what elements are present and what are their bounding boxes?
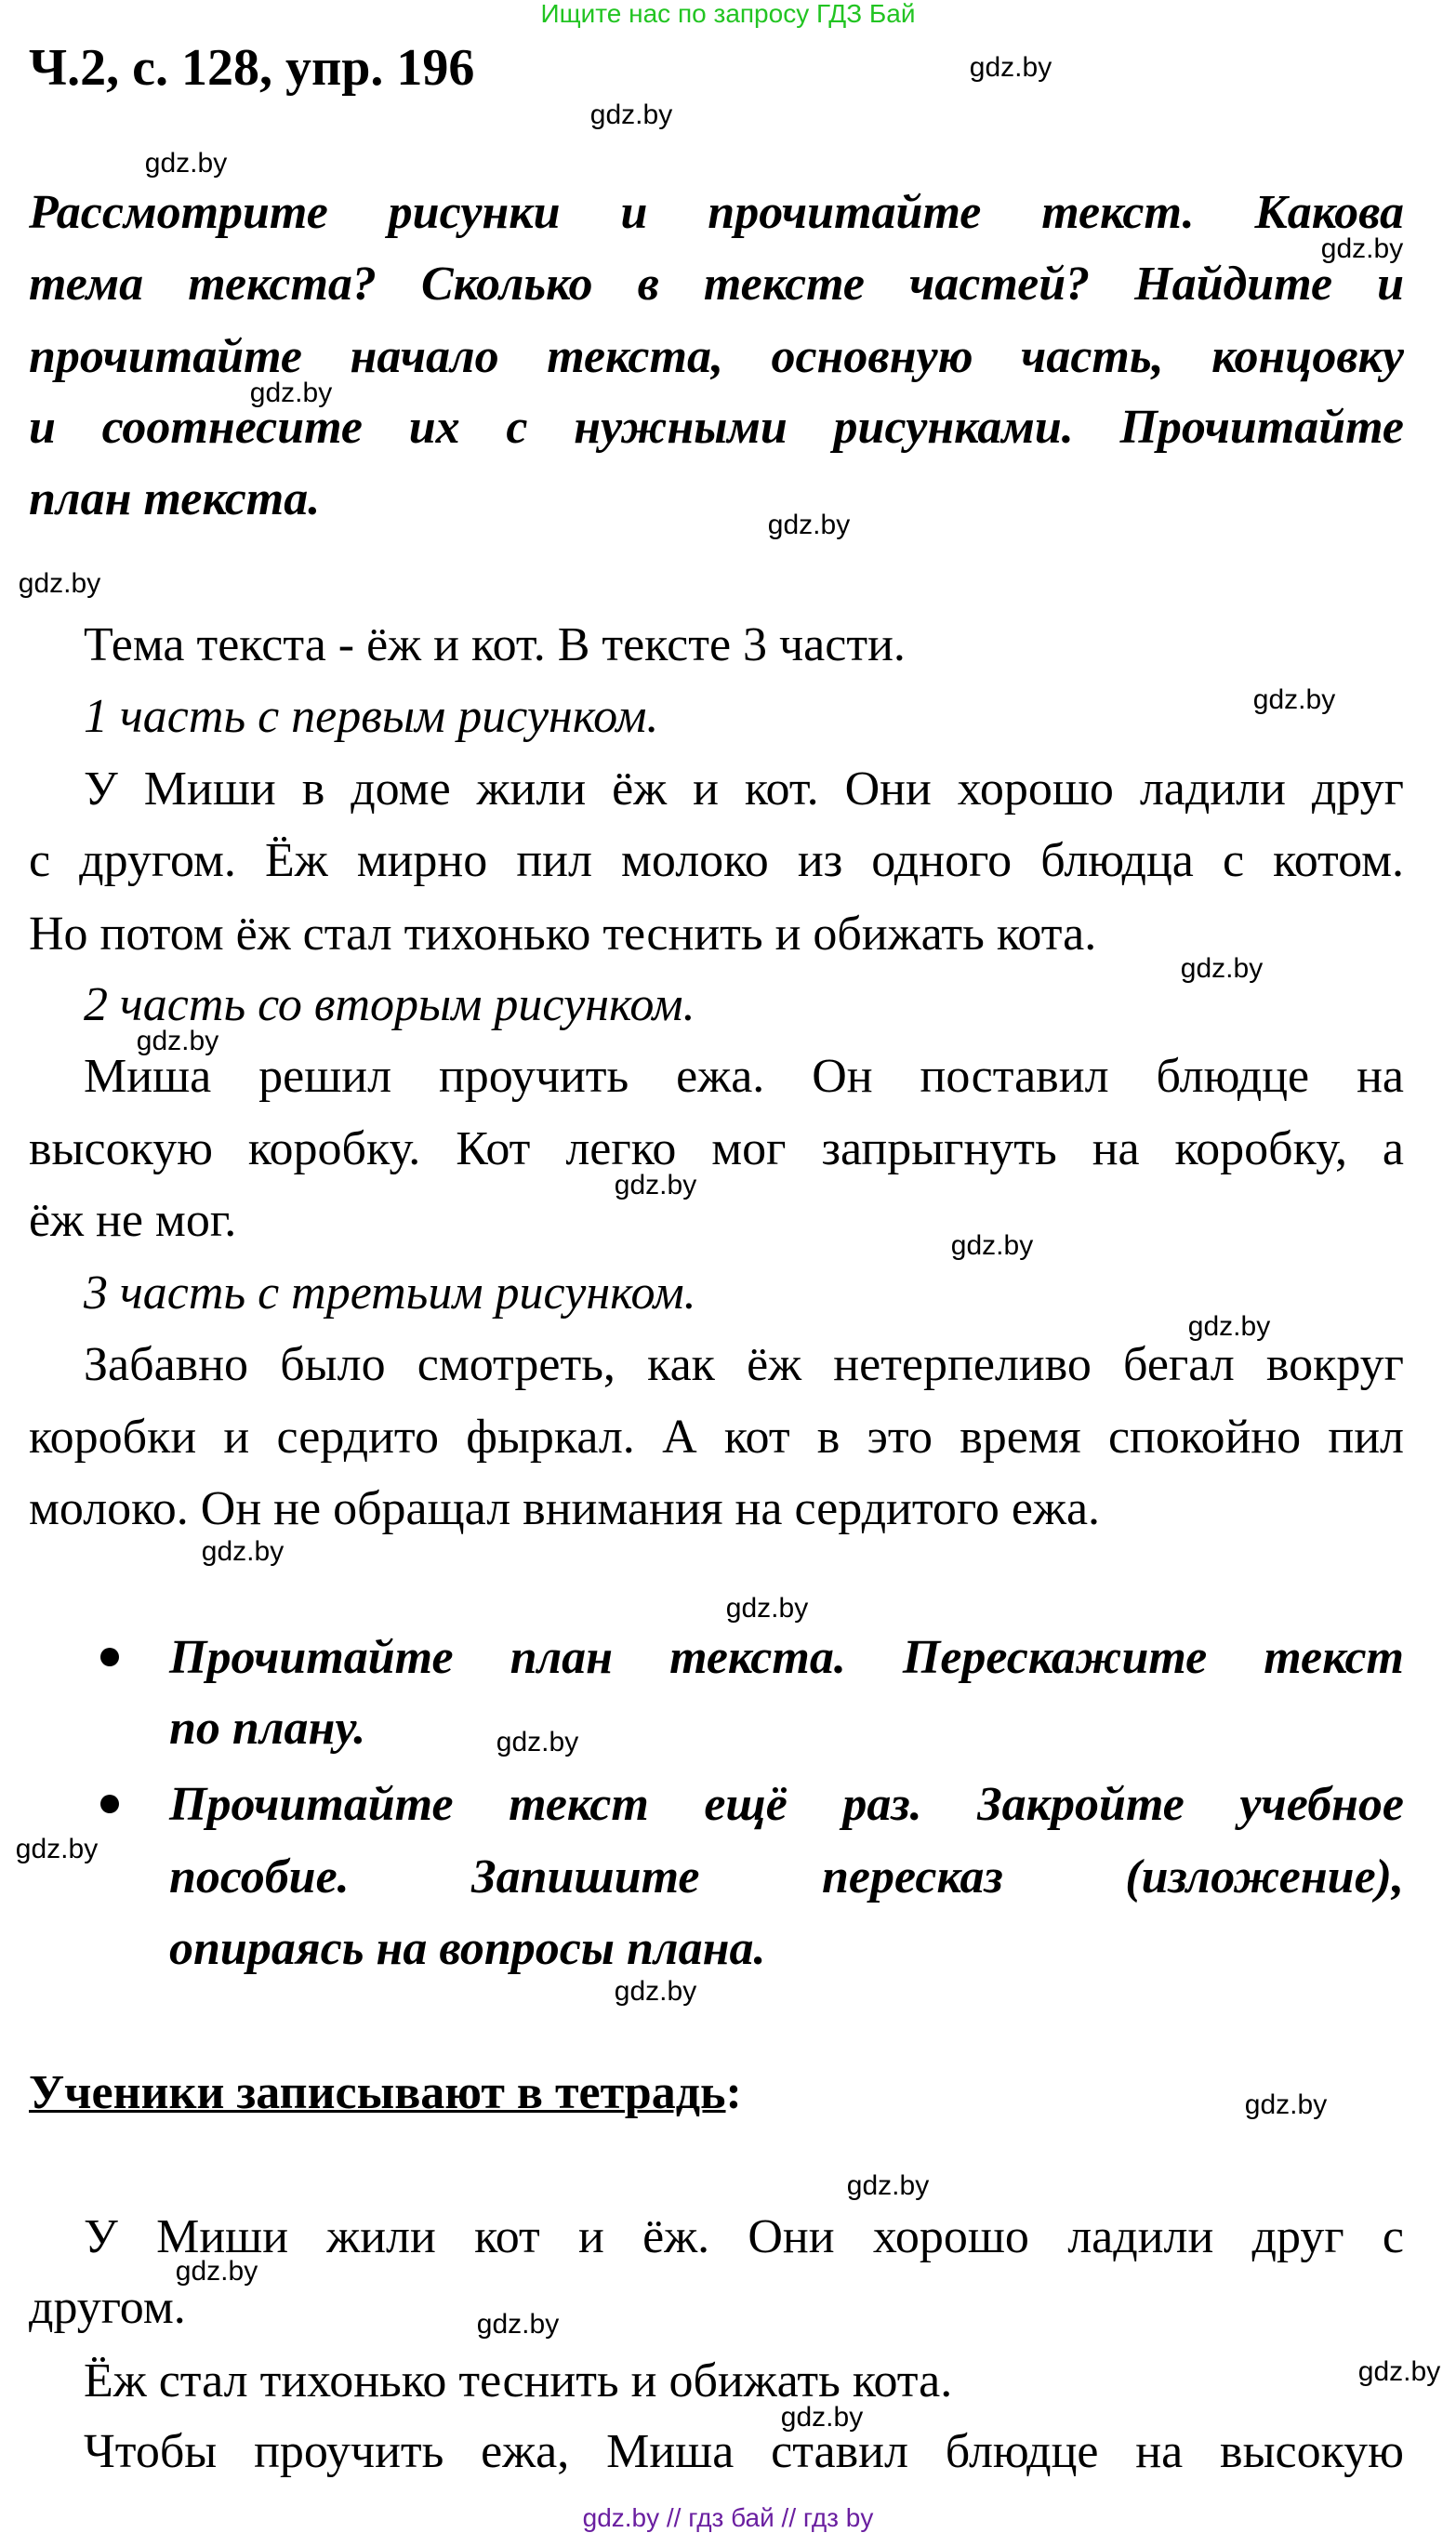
watermark: gdz.by: [18, 568, 101, 599]
watermark: gdz.by: [496, 1727, 579, 1757]
watermark: gdz.by: [201, 1536, 285, 1567]
part-label: 3 часть с третьим рисунком.: [84, 1266, 696, 1320]
watermark: gdz.by: [767, 510, 851, 540]
heading-colon: :: [725, 2066, 742, 2119]
watermark: gdz.by: [780, 2402, 864, 2433]
task-line: план текста.: [29, 472, 321, 525]
body-line: Забавно было смотреть, как ёж нетерпеливо бегал вокруг: [84, 1338, 1404, 1391]
body-line: ёж не мог.: [29, 1194, 237, 1247]
watermark: gdz.by: [175, 2256, 258, 2287]
watermark: gdz.by: [950, 1230, 1034, 1261]
search-banner[interactable]: Ищите нас по запросу ГДЗ Бай: [540, 0, 916, 28]
bullet-icon: [100, 1795, 119, 1813]
watermark: gdz.by: [144, 148, 228, 179]
section-heading: [29, 2057, 742, 2129]
watermark: gdz.by: [249, 378, 333, 408]
watermark: gdz.by: [725, 1593, 809, 1624]
bullet-line: пособие. Запишите пересказ (изложение),: [169, 1850, 1404, 1903]
answer-line: другом.: [29, 2281, 186, 2334]
part-label: 2 часть со вторым рисунком.: [84, 978, 695, 1031]
section-heading-text: Ученики записывают в тетрадь: [29, 2066, 726, 2119]
body-line: Миша решил проучить ежа. Он поставил блюдце на: [84, 1050, 1404, 1103]
watermark: gdz.by: [1187, 1311, 1271, 1342]
watermark: gdz.by: [136, 1026, 219, 1056]
task-line: и соотнесите их с нужными рисунками. Прочитайте: [29, 401, 1404, 454]
watermark: gdz.by: [1180, 953, 1264, 984]
watermark: gdz.by: [1320, 233, 1404, 264]
bullet-icon: [100, 1648, 119, 1666]
answer-line: У Миши жили кот и ёж. Они хорошо ладили друг с: [84, 2210, 1404, 2263]
bullet-line: Прочитайте план текста. Перескажите текст: [169, 1631, 1404, 1684]
watermark: gdz.by: [15, 1834, 99, 1864]
body-line: коробки и сердито фыркал. А кот в это время спокойно пил: [29, 1411, 1404, 1464]
footer-links[interactable]: gdz.by // гдз бай // гдз by: [582, 2503, 874, 2532]
answer-line: Ёж стал тихонько теснить и обижать кота.: [84, 2354, 953, 2407]
watermark: gdz.by: [846, 2170, 930, 2201]
bullet-line: по плану.: [169, 1702, 366, 1755]
body-line: У Миши в доме жили ёж и кот. Они хорошо ладили друг: [84, 763, 1404, 816]
watermark: gdz.by: [1357, 2356, 1441, 2387]
watermark: gdz.by: [1252, 684, 1336, 715]
task-line: Рассмотрите рисунки и прочитайте текст. Какова: [29, 186, 1404, 239]
page-title: Ч.2, с. 128, упр. 196: [29, 39, 475, 97]
body-line: высокую коробку. Кот легко мог запрыгнуть на коробку, а: [29, 1122, 1404, 1175]
bullet-line: опираясь на вопросы плана.: [169, 1922, 766, 1975]
body-line: Но потом ёж стал тихонько теснить и обижать кота.: [29, 908, 1097, 961]
part-label: 1 часть с первым рисунком.: [84, 690, 659, 743]
body-line: Тема текста - ёж и кот. В тексте 3 части.: [84, 618, 906, 671]
task-line: прочитайте начало текста, основную часть, концовку: [29, 330, 1404, 383]
bullet-line: Прочитайте текст ещё раз. Закройте учебное: [169, 1778, 1404, 1831]
answer-line: Чтобы проучить ежа, Миша ставил блюдце на высокую: [84, 2425, 1404, 2478]
body-line: молоко. Он не обращал внимания на сердитого ежа.: [29, 1482, 1101, 1535]
watermark: gdz.by: [476, 2309, 560, 2340]
task-line: тема текста? Сколько в тексте частей? Найдите и: [29, 258, 1404, 311]
watermark: gdz.by: [589, 99, 673, 130]
body-line: с другом. Ёж мирно пил молоко из одного блюдца с котом.: [29, 834, 1404, 887]
watermark: gdz.by: [969, 52, 1052, 83]
watermark: gdz.by: [614, 1976, 697, 2007]
watermark: gdz.by: [1244, 2089, 1328, 2120]
watermark: gdz.by: [614, 1170, 697, 1200]
